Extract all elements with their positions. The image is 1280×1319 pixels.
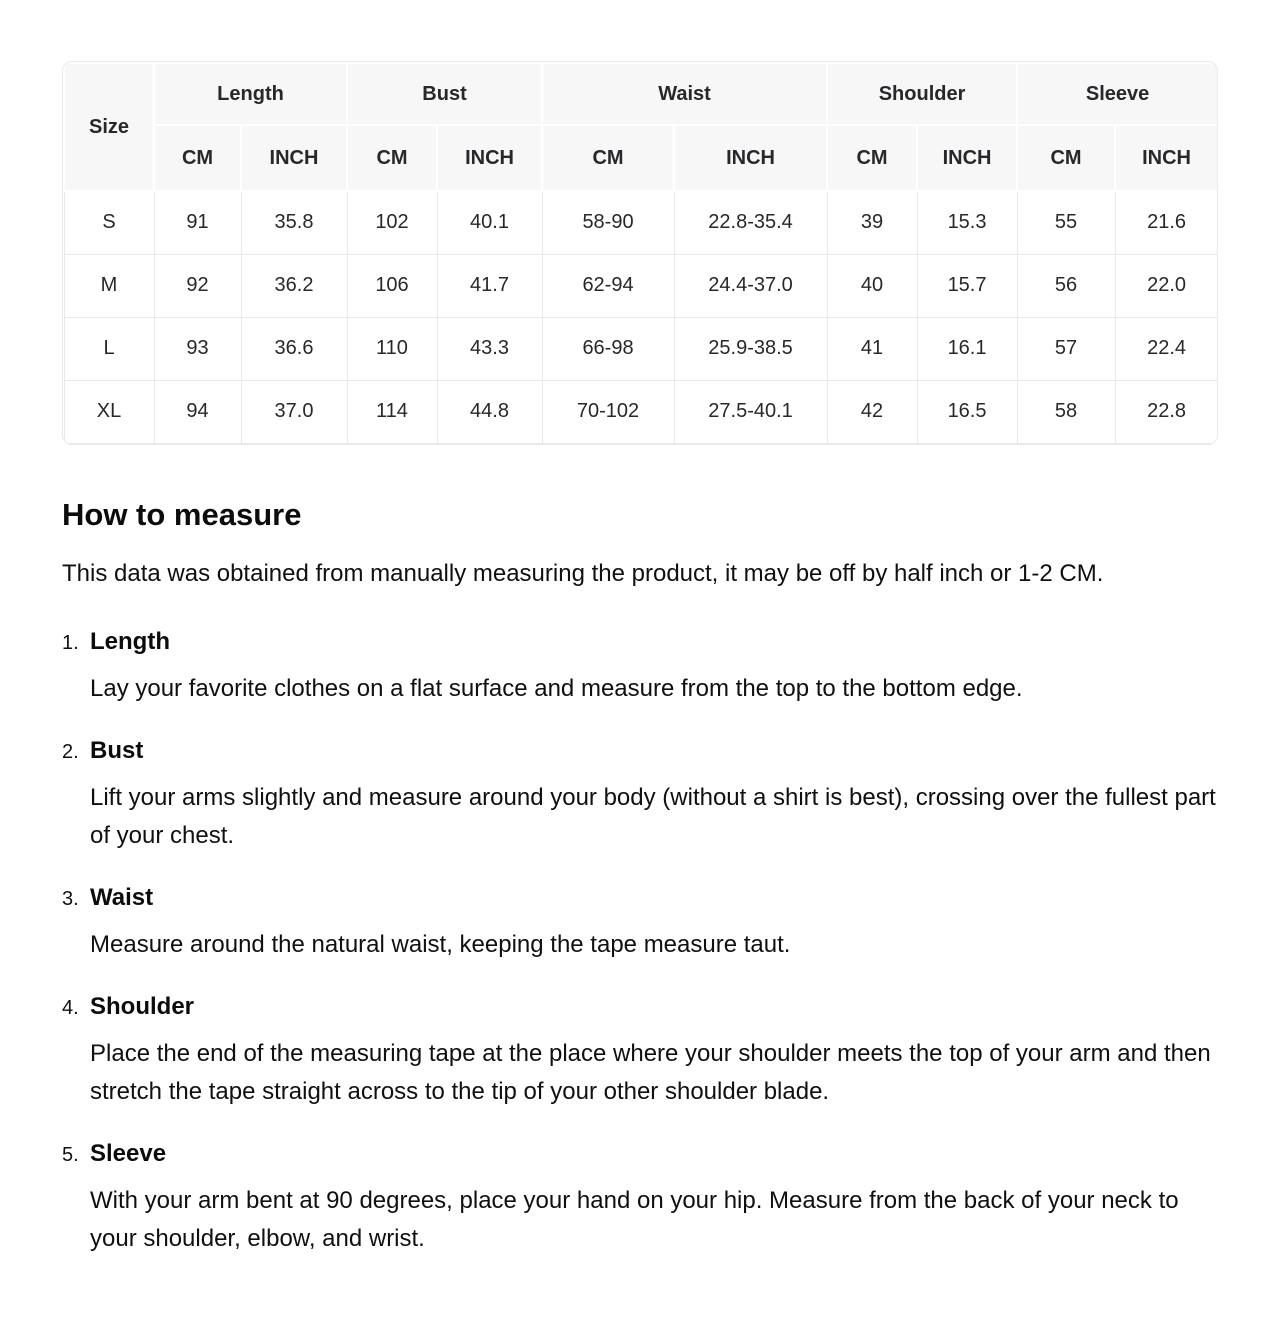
table-cell: 58-90 [542, 191, 674, 254]
table-cell: 56 [1017, 254, 1115, 317]
table-cell: 62-94 [542, 254, 674, 317]
step-number: 3. [62, 887, 79, 910]
step-description: With your arm bent at 90 degrees, place your hand on your hip. Measure from the back of your neck to your shoulder, elbow, and wrist. [90, 1186, 1179, 1252]
col-header-sleeve: Sleeve [1017, 63, 1218, 125]
table-cell: 42 [827, 380, 917, 443]
col-header-bust: Bust [347, 63, 542, 125]
measure-steps-list [62, 625, 1218, 1258]
list-item-length [62, 625, 1218, 708]
unit-header-sleeve-cm: CM [1017, 125, 1115, 191]
list-item-sleeve [62, 1137, 1218, 1258]
table-cell: 25.9-38.5 [674, 317, 827, 380]
table-cell: 22.0 [1115, 254, 1218, 317]
table-cell: 55 [1017, 191, 1115, 254]
table-cell: 91 [154, 191, 241, 254]
how-to-measure-intro: This data was obtained from manually measuring the product, it may be off by half inch or 1-2 CM. [62, 559, 1104, 587]
table-group-header-row [64, 63, 1218, 125]
size-cell: M [64, 254, 154, 317]
step-label: Waist [90, 883, 154, 911]
table-cell: 40 [827, 254, 917, 317]
table-cell: 24.4-37.0 [674, 254, 827, 317]
col-header-waist: Waist [542, 63, 827, 125]
table-cell: 35.8 [241, 191, 347, 254]
table-cell: 16.5 [917, 380, 1017, 443]
table-cell: 40.1 [437, 191, 542, 254]
table-cell: 44.8 [437, 380, 542, 443]
table-cell: 41.7 [437, 254, 542, 317]
table-cell: 94 [154, 380, 241, 443]
col-header-shoulder: Shoulder [827, 63, 1017, 125]
unit-header-length-cm: CM [154, 125, 241, 191]
table-cell: 57 [1017, 317, 1115, 380]
step-description: Lay your favorite clothes on a flat surface and measure from the top to the bottom edge. [90, 674, 1023, 702]
unit-header-bust-cm: CM [347, 125, 437, 191]
table-cell: 58 [1017, 380, 1115, 443]
unit-header-shoulder-inch: INCH [917, 125, 1017, 191]
step-number: 5. [62, 1143, 79, 1166]
table-cell: 114 [347, 380, 437, 443]
table-cell: 41 [827, 317, 917, 380]
table-cell: 66-98 [542, 317, 674, 380]
step-description: Lift your arms slightly and measure around your body (without a shirt is best), crossing over the fullest part of your chest. [90, 783, 1216, 849]
size-chart-table-container [62, 61, 1218, 445]
list-item-waist [62, 881, 1218, 964]
step-label: Length [90, 627, 170, 655]
unit-header-length-inch: INCH [241, 125, 347, 191]
unit-header-shoulder-cm: CM [827, 125, 917, 191]
table-cell: 22.8 [1115, 380, 1218, 443]
table-cell: 43.3 [437, 317, 542, 380]
table-cell: 36.6 [241, 317, 347, 380]
size-chart-table [63, 62, 1218, 444]
table-cell: 16.1 [917, 317, 1017, 380]
table-cell: 22.8-35.4 [674, 191, 827, 254]
step-number: 1. [62, 631, 79, 654]
step-label: Sleeve [90, 1139, 167, 1167]
table-cell: 39 [827, 191, 917, 254]
table-cell: 36.2 [241, 254, 347, 317]
size-cell: S [64, 191, 154, 254]
unit-header-sleeve-inch: INCH [1115, 125, 1218, 191]
size-cell: L [64, 317, 154, 380]
table-cell: 102 [347, 191, 437, 254]
list-item-shoulder [62, 990, 1218, 1111]
table-cell: 37.0 [241, 380, 347, 443]
table-row-s [64, 191, 1218, 254]
table-cell: 15.3 [917, 191, 1017, 254]
unit-header-bust-inch: INCH [437, 125, 542, 191]
table-unit-header-row [64, 125, 1218, 191]
step-number: 4. [62, 996, 79, 1019]
how-to-measure-heading: How to measure [62, 496, 302, 532]
step-description: Place the end of the measuring tape at the place where your shoulder meets the top of your arm and then stretch the tape straight across to the tip of your other shoulder blade. [90, 1039, 1211, 1105]
table-cell: 27.5-40.1 [674, 380, 827, 443]
table-row-m [64, 254, 1218, 317]
step-number: 2. [62, 740, 79, 763]
table-cell: 93 [154, 317, 241, 380]
table-row-l [64, 317, 1218, 380]
table-row-xl [64, 380, 1218, 443]
table-cell: 106 [347, 254, 437, 317]
table-cell: 22.4 [1115, 317, 1218, 380]
table-cell: 15.7 [917, 254, 1017, 317]
col-header-length: Length [154, 63, 347, 125]
step-label: Shoulder [90, 992, 195, 1020]
list-item-bust [62, 734, 1218, 855]
step-description: Measure around the natural waist, keeping the tape measure taut. [90, 930, 791, 958]
table-cell: 110 [347, 317, 437, 380]
table-cell: 92 [154, 254, 241, 317]
step-label: Bust [90, 736, 144, 764]
unit-header-waist-cm: CM [542, 125, 674, 191]
col-header-size: Size [64, 63, 154, 191]
table-cell: 21.6 [1115, 191, 1218, 254]
unit-header-waist-inch: INCH [674, 125, 827, 191]
size-cell: XL [64, 380, 154, 443]
table-cell: 70-102 [542, 380, 674, 443]
